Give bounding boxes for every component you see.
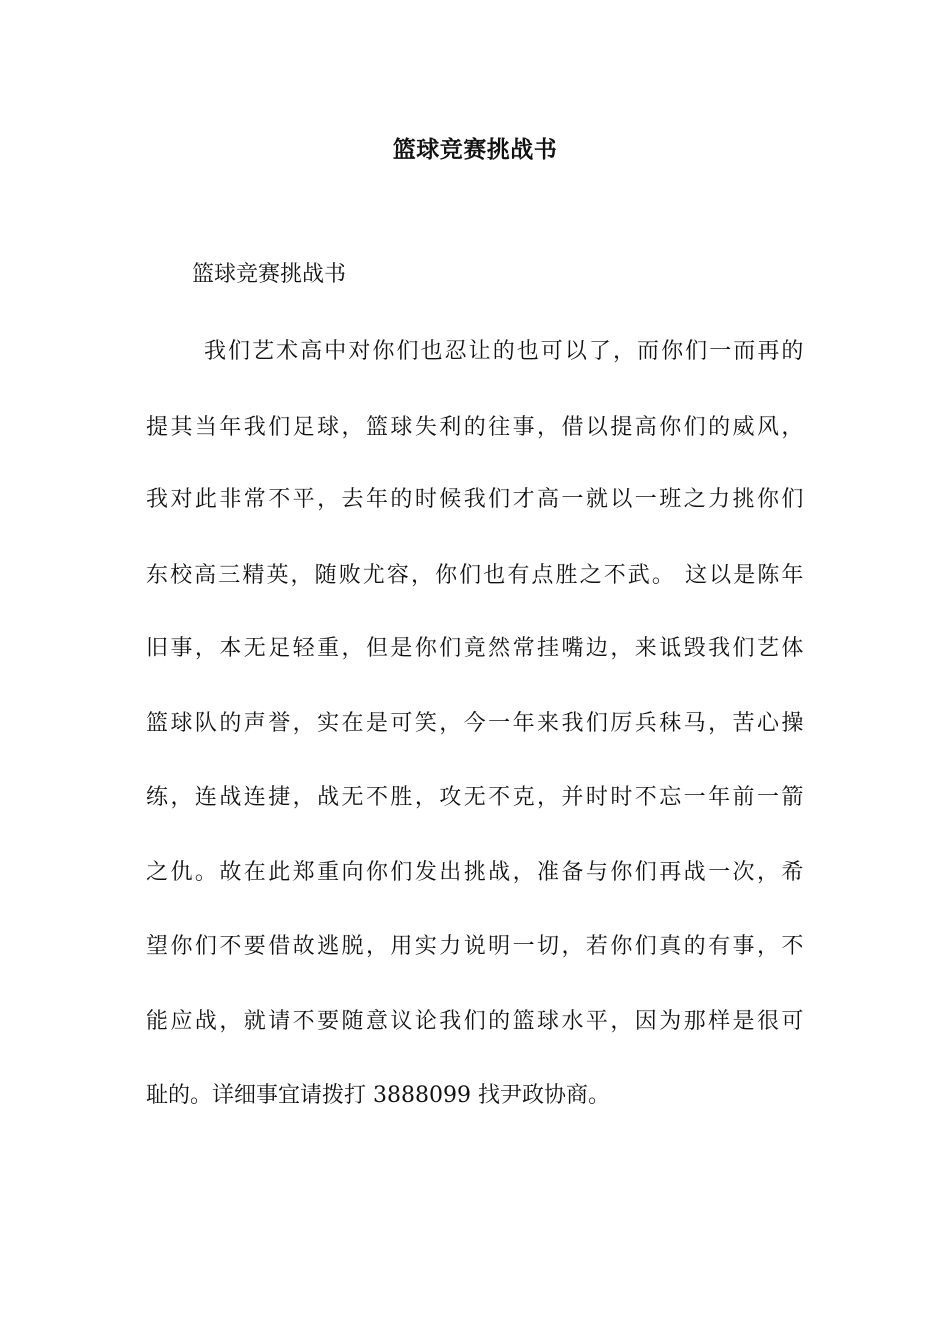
paragraph-line: 我对此非常不平，去年的时候我们才高一就以一班之力挑你们 xyxy=(146,487,804,512)
paragraph-line: 我们艺术高中对你们也忍让的也可以了，而你们一而再的 xyxy=(204,339,804,364)
paragraph-line: 之仇。故在此郑重向你们发出挑战，准备与你们再战一次，希 xyxy=(146,860,804,885)
paragraph-line: 东校高三精英，随败尤容，你们也有点胜之不武。 这以是陈年 xyxy=(146,563,804,588)
paragraph-line: 能应战，就请不要随意议论我们的篮球水平，因为那样是很可 xyxy=(146,1009,804,1034)
document-subtitle: 篮球竞赛挑战书 xyxy=(192,262,347,287)
paragraph-line: 提其当年我们足球，篮球失利的往事，借以提高你们的威风， xyxy=(146,415,804,440)
paragraph-line: 耻的。详细事宜请拨打 3888099 找尹政协商。 xyxy=(146,1083,610,1108)
paragraph-line: 篮球队的声誉，实在是可笑，今一年来我们厉兵秣马，苦心操 xyxy=(146,711,804,736)
paragraph-line: 旧事，本无足轻重，但是你们竟然常挂嘴边，来诋毁我们艺体 xyxy=(146,636,804,661)
paragraph-line: 望你们不要借故逃脱，用实力说明一切，若你们真的有事，不 xyxy=(146,934,804,959)
document-title: 篮球竞赛挑战书 xyxy=(392,136,558,163)
paragraph-line: 练，连战连捷，战无不胜，攻无不克，并时时不忘一年前一箭 xyxy=(146,785,804,810)
